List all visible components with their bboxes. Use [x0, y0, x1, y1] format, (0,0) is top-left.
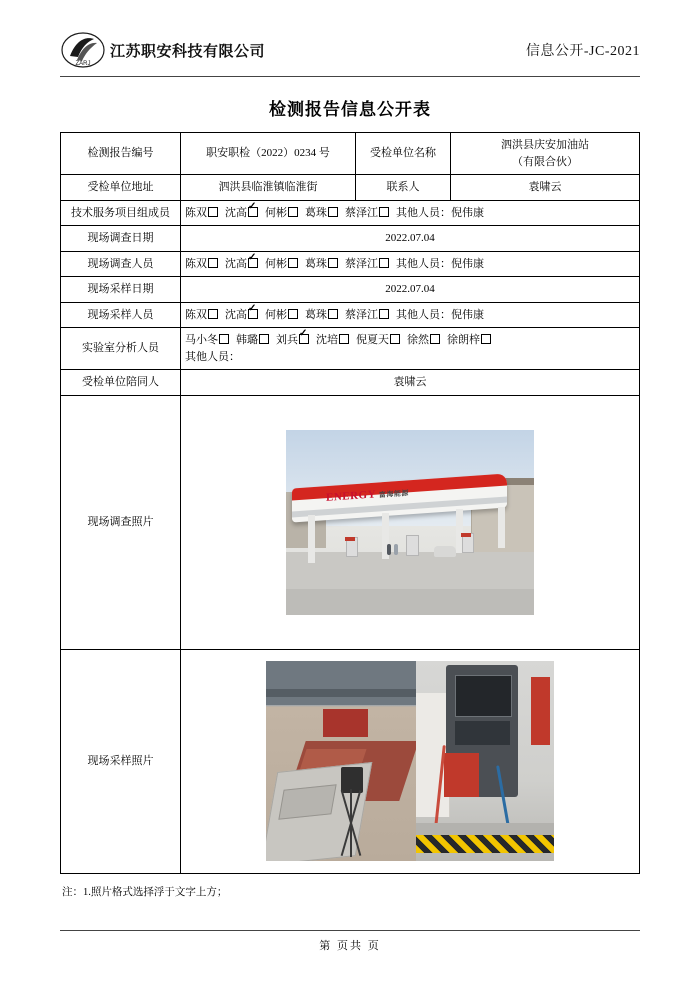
page-header: [60, 0, 640, 77]
survey-staff-others: 其他人员：倪伟康: [396, 257, 484, 270]
sampling-staff-member-name: 陈双: [185, 308, 207, 321]
client-value: [451, 133, 640, 175]
lab-staff-member-4: [356, 332, 400, 349]
survey-staff-member-name: 葛珠: [305, 257, 327, 270]
survey-staff-member-1: [225, 256, 258, 273]
client-label: 受检单位名称: [356, 133, 451, 175]
lab-staff-member-0: [185, 332, 229, 349]
escort-label: 受检单位陪同人: [61, 370, 181, 396]
lab-staff-members: [181, 328, 640, 370]
table-row: [61, 175, 640, 201]
tech-group-member-checkbox[interactable]: [328, 207, 338, 217]
lab-staff-member-name: 沈培: [316, 334, 338, 346]
survey-staff-member-checkbox[interactable]: [379, 258, 389, 268]
report-no-value: 职安职检（2022）0234 号: [181, 133, 356, 175]
page-footer: [60, 930, 640, 953]
lab-staff-member-name: 刘兵: [276, 334, 298, 346]
sampling-photo-right: [416, 661, 554, 861]
survey-staff-member-checkbox[interactable]: [288, 258, 298, 268]
tech-group-member-checkbox[interactable]: [379, 207, 389, 217]
lab-staff-member-checkbox[interactable]: [259, 334, 269, 344]
sampling-staff-member-name: 蔡泽江: [345, 308, 378, 321]
tech-group-member-1: [225, 205, 258, 222]
sampling-staff-member-2: [265, 307, 298, 324]
survey-photo-image: [286, 430, 534, 615]
contact-value: 袁啸云: [451, 175, 640, 201]
sampling-staff-member-checkbox[interactable]: [248, 309, 258, 319]
sampling-staff-member-1: [225, 307, 258, 324]
sampling-photo-image: [266, 661, 554, 861]
station-brand-text: ENERGY 富海能源: [326, 488, 409, 504]
survey-staff-member-checkbox[interactable]: [248, 258, 258, 268]
escort-value: 袁啸云: [181, 370, 640, 396]
sampling-staff-member-checkbox[interactable]: [379, 309, 389, 319]
sampling-staff-member-checkbox[interactable]: [288, 309, 298, 319]
tech-group-member-4: [345, 205, 389, 222]
address-label: 受检单位地址: [61, 175, 181, 201]
tech-group-member-name: 陈双: [185, 206, 207, 219]
company-logo-icon: [60, 30, 106, 70]
tech-group-member-checkbox[interactable]: [208, 207, 218, 217]
survey-staff-member-checkbox[interactable]: [208, 258, 218, 268]
survey-date-label: 现场调查日期: [61, 226, 181, 252]
lab-staff-member-name: 徐然: [407, 334, 429, 346]
sampling-staff-others: 其他人员：倪伟康: [396, 308, 484, 321]
lab-staff-member-6: [447, 332, 491, 349]
survey-staff-member-name: 何彬: [265, 257, 287, 270]
lab-staff-member-3: [316, 332, 349, 349]
report-info-table: [60, 132, 640, 874]
tech-group-member-name: 沈高: [225, 206, 247, 219]
header-left: [60, 30, 265, 70]
table-row: [61, 302, 640, 328]
table-row: [61, 226, 640, 252]
tech-group-member-name: 葛珠: [305, 206, 327, 219]
survey-photo-cell: [181, 395, 640, 649]
sampling-staff-member-4: [345, 307, 389, 324]
lab-staff-member-name: 徐朗梓: [447, 334, 480, 346]
sampling-staff-member-name: 沈高: [225, 308, 247, 321]
tech-group-others: 其他人员：倪伟康: [396, 206, 484, 219]
sampling-photo-cell: [181, 649, 640, 873]
sampling-date-label: 现场采样日期: [61, 277, 181, 303]
tech-group-member-checkbox[interactable]: [288, 207, 298, 217]
lab-staff-member-name: 马小冬: [185, 334, 218, 346]
contact-label: 联系人: [356, 175, 451, 201]
tech-group-member-name: 何彬: [265, 206, 287, 219]
lab-staff-member-name: 韩璐: [236, 334, 258, 346]
survey-staff-member-0: [185, 256, 218, 273]
survey-staff-members: [181, 251, 640, 277]
sampling-staff-member-name: 葛珠: [305, 308, 327, 321]
lab-staff-member-name: 倪夏天: [356, 334, 389, 346]
survey-staff-member-name: 沈高: [225, 257, 247, 270]
svg-text:ZARJ: ZARJ: [75, 61, 91, 67]
tech-group-member-name: 蔡泽江: [345, 206, 378, 219]
tech-group-member-3: [305, 205, 338, 222]
sampling-staff-member-checkbox[interactable]: [328, 309, 338, 319]
lab-staff-member-checkbox[interactable]: [481, 334, 491, 344]
lab-staff-member-checkbox[interactable]: [299, 334, 309, 344]
sampling-staff-member-0: [185, 307, 218, 324]
survey-staff-member-name: 陈双: [185, 257, 207, 270]
sampling-staff-label: 现场采样人员: [61, 302, 181, 328]
table-row: [61, 133, 640, 175]
client-value-line2: （有限合伙）: [512, 155, 578, 168]
table-row-sampling-photo: [61, 649, 640, 873]
tech-group-member-0: [185, 205, 218, 222]
page-number: 第 页共 页: [319, 940, 381, 952]
lab-staff-label: 实验室分析人员: [61, 328, 181, 370]
sampling-photo-label: 现场采样照片: [61, 649, 181, 873]
report-no-label: 检测报告编号: [61, 133, 181, 175]
survey-staff-label: 现场调查人员: [61, 251, 181, 277]
survey-staff-member-3: [305, 256, 338, 273]
table-note: 注：1.照片格式选择浮于文字上方；: [62, 886, 228, 898]
survey-staff-member-checkbox[interactable]: [328, 258, 338, 268]
tech-group-label: 技术服务项目组成员: [61, 200, 181, 226]
tech-group-member-2: [265, 205, 298, 222]
lab-staff-others: 其他人员：: [185, 350, 240, 363]
sampling-staff-member-name: 何彬: [265, 308, 287, 321]
document-code: 信息公开-JC-2021: [525, 44, 640, 59]
table-row: [61, 200, 640, 226]
page-title: 检测报告信息公开表: [269, 100, 431, 119]
table-row: [61, 370, 640, 396]
tech-group-member-checkbox[interactable]: [248, 207, 258, 217]
survey-photo-label: 现场调查照片: [61, 395, 181, 649]
sampling-staff-members: [181, 302, 640, 328]
sampling-staff-member-checkbox[interactable]: [208, 309, 218, 319]
survey-date-value: 2022.07.04: [181, 226, 640, 252]
footer-divider: [60, 930, 640, 931]
lab-staff-member-1: [236, 332, 269, 349]
tech-group-members: [181, 200, 640, 226]
sampling-staff-member-3: [305, 307, 338, 324]
company-name: 江苏职安科技有限公司: [110, 43, 266, 60]
address-value: 泗洪县临淮镇临淮街: [181, 175, 356, 201]
survey-staff-member-4: [345, 256, 389, 273]
sampling-photo-left: [266, 661, 416, 861]
lab-staff-member-checkbox[interactable]: [339, 334, 349, 344]
lab-staff-member-checkbox[interactable]: [430, 334, 440, 344]
table-row: [61, 328, 640, 370]
survey-staff-member-name: 蔡泽江: [345, 257, 378, 270]
lab-staff-member-2: [276, 332, 309, 349]
sampling-date-value: 2022.07.04: [181, 277, 640, 303]
lab-staff-member-checkbox[interactable]: [219, 334, 229, 344]
client-value-line1: 泗洪县庆安加油站: [501, 139, 589, 151]
table-row: [61, 277, 640, 303]
survey-staff-member-2: [265, 256, 298, 273]
table-row: [61, 251, 640, 277]
table-row-survey-photo: [61, 395, 640, 649]
lab-staff-member-5: [407, 332, 440, 349]
lab-staff-member-checkbox[interactable]: [390, 334, 400, 344]
